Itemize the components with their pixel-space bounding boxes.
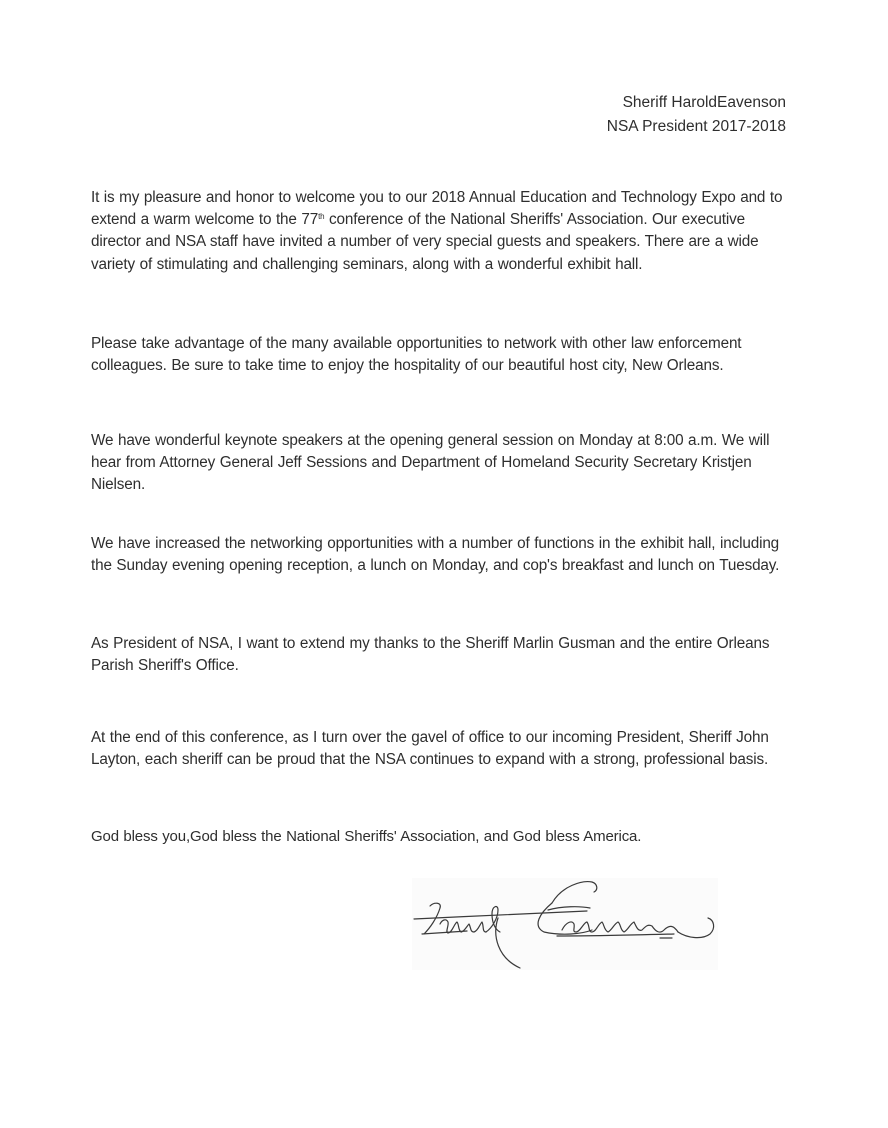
paragraph-functions: We have increased the networking opportunities with a number of functions in the exhibit hall, including the Sunday evening opening reception, a lunch on Monday, and cop's breakfast and lunch on Tuesday. — [91, 535, 780, 575]
sender-block — [607, 91, 786, 139]
ordinal-suffix: th — [318, 212, 325, 222]
paragraph-keynote: We have wonderful keynote speakers at the opening general session on Monday at 8:00 a.m. We will hear from Attorney General Jeff Sessions and Department of Homeland Security Secretary Kristjen Nielsen. — [91, 432, 770, 494]
paragraph-welcome — [91, 187, 791, 276]
paragraph-text: It is my pleasure and honor to welcome you to our 2018 Annual Education and Technology Expo and to extend a warm welcome to the 77 — [91, 189, 783, 229]
signature-icon — [412, 878, 718, 970]
signature-image — [412, 878, 718, 970]
paragraph-thanks: As President of NSA, I want to extend my thanks to the Sheriff Marlin Gusman and the entire Orleans Parish Sheriff's Office. — [91, 635, 770, 675]
paragraph-networking: Please take advantage of the many available opportunities to network with other law enforcement colleagues. Be sure to take time to enjoy the hospitality of our beautiful host city, New Orleans. — [91, 335, 742, 375]
paragraph-gavel: At the end of this conference, as I turn over the gavel of office to our incoming President, Sheriff John Layton, each sheriff can be proud that the NSA continues to expand with a strong, professional basis. — [91, 729, 769, 769]
sender-title: NSA President 2017-2018 — [606, 118, 786, 135]
paragraph-blessing: God bless you,God bless the National Sheriffs' Association, and God bless America. — [91, 828, 642, 845]
sender-name: Sheriff HaroldEavenson — [622, 94, 786, 111]
paragraph-text: conference of the National Sheriffs' Association. Our executive director and NSA staff have invited a number of very special guests and speakers. There are a wide variety of stimulating and challenging seminars, along with a wonderful exhibit hall. — [91, 211, 759, 273]
